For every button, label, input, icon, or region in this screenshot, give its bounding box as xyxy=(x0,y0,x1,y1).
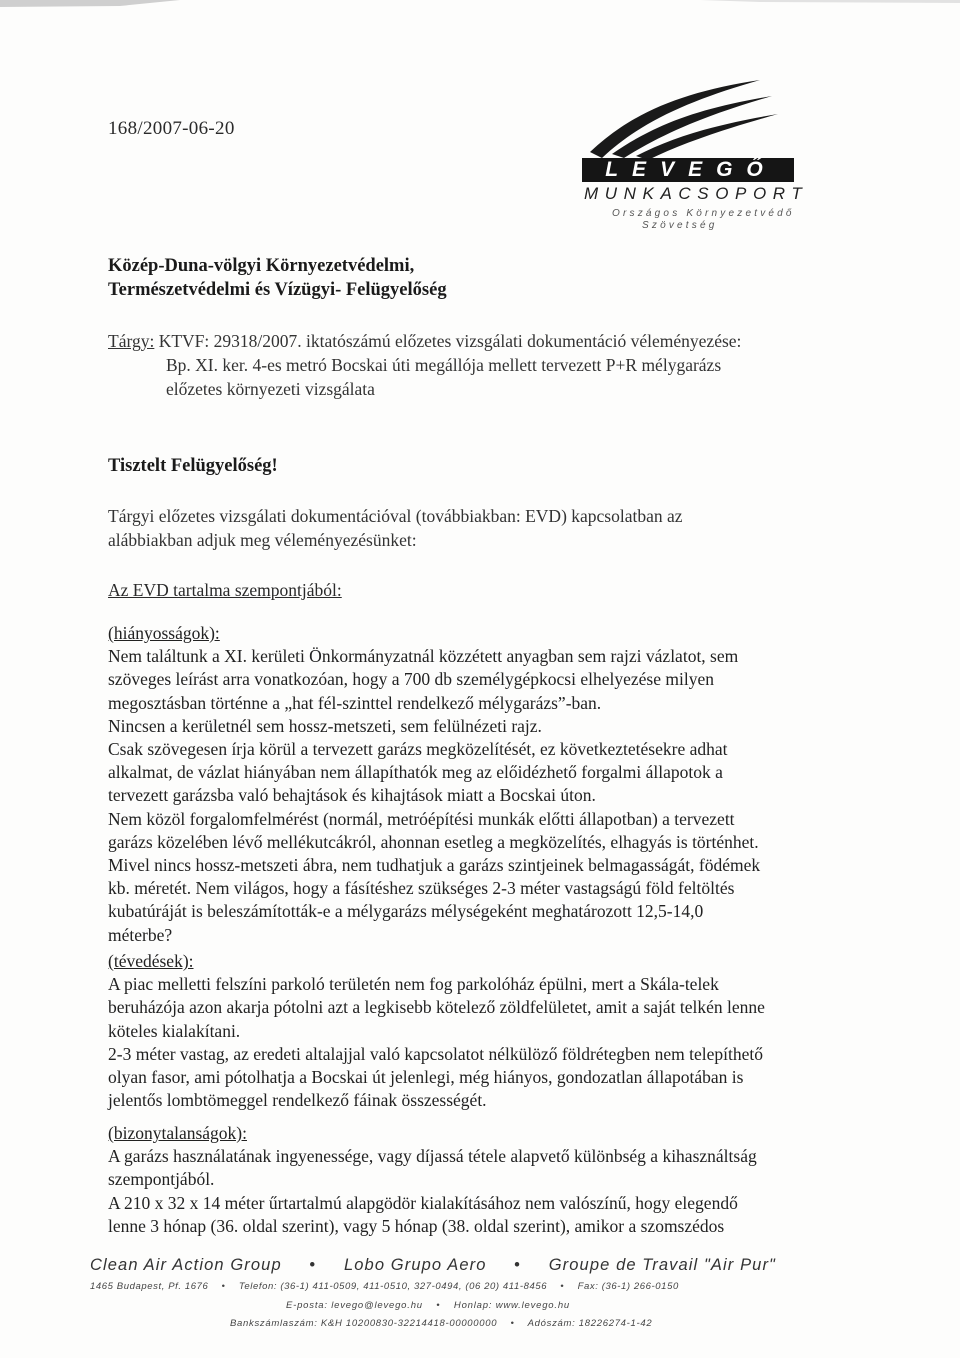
body-line: kubatúráját is beleszámították-e a mélygarázs mélységeként meghatározott 12,5-14,0 xyxy=(108,901,704,922)
body-line: megosztásban történne a „hat fél-szinttel rendelkező mélygarázs”-ban. xyxy=(108,692,602,713)
bullet-icon: • xyxy=(221,1281,226,1292)
body-line: A garázs használatának ingyenessége, vagy díjassá tétele alapvető különbség a kihasználtság xyxy=(108,1146,757,1167)
body-line: garázs közelében lévő mellékutcákról, ahonnan esetleg a megközelítés, elhagyás is történhet. xyxy=(108,831,759,852)
section-uncertainties xyxy=(108,1122,848,1238)
body-line: Nem közöl forgalomfelmérést (normál, metróépítési munkák előtti állapotban) a tervezett xyxy=(108,808,735,829)
logo-subtitle-1: Országos Környezetvédő xyxy=(612,208,795,219)
footer-phone: Telefon: (36-1) 411-0509, 411-0510, 327-0494, (06 20) 411-8456 xyxy=(238,1281,548,1292)
bullet-icon: • xyxy=(560,1281,565,1292)
bullet-icon: • xyxy=(510,1318,515,1329)
intro-paragraph xyxy=(108,505,828,552)
bullet-icon: • xyxy=(514,1256,522,1274)
body-line: tervezett garázsba való behajtások és kihajtások miatt a Bocskai úton. xyxy=(108,785,596,806)
section-title: (hiányosságok): xyxy=(108,623,220,643)
recipient-block xyxy=(108,254,447,302)
footer-fax: Fax: (36-1) 266-0150 xyxy=(577,1281,679,1292)
footer-tax-number: Adószám: 18226274-1-42 xyxy=(527,1318,653,1329)
footer-group-name: Clean Air Action Group xyxy=(90,1256,282,1274)
footer-group-name: Groupe de Travail "Air Pur" xyxy=(548,1256,777,1274)
footer-group-names xyxy=(90,1256,890,1275)
section-deficiencies xyxy=(108,622,848,947)
logo-subtitle-2: Szövetség xyxy=(642,220,718,231)
body-line: A 210 x 32 x 14 méter űrtartalmú alapgödör kialakításához nem valószínű, hogy elegendő xyxy=(108,1192,738,1213)
body-line: jelentős lombtömeggel rendelkező fáinak összességét. xyxy=(108,1090,487,1111)
subject-line: KTVF: 29318/2007. iktatószámú előzetes vizsgálati dokumentáció véleményezése: xyxy=(158,331,742,351)
body-line: alkalmat, de vázlat hiányában nem állapíthatók meg az előidézhető forgalmi állapotok a xyxy=(108,762,723,783)
footer-email: E-posta: levego@levego.hu xyxy=(286,1300,423,1311)
bullet-icon: • xyxy=(436,1300,441,1311)
body-line: szempontjából. xyxy=(108,1169,215,1190)
subject-block xyxy=(108,329,741,401)
body-line: Nem találtunk a XI. kerületi Önkormányzatnál közzétett anyagban sem rajzi vázlatot, sem xyxy=(108,646,739,667)
body-line: olyan fasor, ami pótolhatja a Bocskai út jelenlegi, még hiányos, gondozatlan állapotában is xyxy=(108,1067,744,1088)
intro-line: Tárgyi előzetes vizsgálati dokumentációval (továbbiakban: EVD) kapcsolatban az xyxy=(108,506,683,526)
swoosh-logo-icon xyxy=(560,74,800,164)
body-line: 2-3 méter vastag, az eredeti altalajjal való kapcsolatot nélkülöző földrétegben nem telepíthető xyxy=(108,1043,764,1064)
section-heading: Az EVD tartalma szempontjából: xyxy=(108,580,342,600)
recipient-line: Természetvédelmi és Vízügyi- Felügyelőség xyxy=(108,280,447,300)
subject-line: Bp. XI. ker. 4-es metró Bocskai úti megállója mellett tervezett P+R mélygarázs xyxy=(166,355,722,375)
section-title: (bizonytalanságok): xyxy=(108,1123,247,1143)
footer-website: Honlap: www.levego.hu xyxy=(453,1300,570,1311)
body-line: beruházója azon akarja pótolni azt a legkisebb kötelező zöldfelületet, amit a saját telkén lenne xyxy=(108,997,765,1018)
footer-address: 1465 Budapest, Pf. 1676 xyxy=(90,1281,209,1292)
footer-bank-account: Bankszámlaszám: K&H 10200830-32214418-00000000 xyxy=(230,1318,498,1329)
footer-group-name: Lobo Grupo Aero xyxy=(344,1256,487,1274)
footer-bank-line xyxy=(230,1318,652,1329)
footer-contact-line xyxy=(90,1281,679,1292)
recipient-line: Közép-Duna-völgyi Környezetvédelmi, xyxy=(108,256,415,276)
body-line: Csak szövegesen írja körül a tervezett garázs megközelítését, ez következtetésekre adhat xyxy=(108,739,728,760)
body-line: Nincsen a kerületnél sem hossz-metszeti, sem felülnézeti rajz. xyxy=(108,715,542,736)
logo-group-name: MUNKACSOPORT xyxy=(584,184,809,203)
subject-line: előzetes környezeti vizsgálata xyxy=(166,379,375,399)
body-line: kb. méretét. Nem világos, hogy a fásítéshez szükséges 2-3 méter vastagságú föld feltöltés xyxy=(108,878,735,899)
reference-number: 168/2007-06-20 xyxy=(108,118,235,139)
greeting: Tisztelt Felügyelőség! xyxy=(108,456,278,476)
scan-edge-shadow xyxy=(0,0,960,8)
section-errors xyxy=(108,950,848,1112)
subject-label: Tárgy: xyxy=(108,331,155,351)
body-line: köteles kialakítani. xyxy=(108,1020,241,1041)
bullet-icon: • xyxy=(309,1256,317,1274)
intro-line: alábbiakban adjuk meg véleményezésünket: xyxy=(108,529,417,550)
section-title: (tévedések): xyxy=(108,951,194,971)
body-line: méterbe? xyxy=(108,924,173,945)
organization-logo xyxy=(560,74,809,239)
body-line: Mivel nincs hossz-metszeti ábra, nem tudhatjuk a garázs szintjeinek belmagasságát, födémek xyxy=(108,855,761,876)
body-line: szöveges leírást arra vonatkozóan, hogy a 700 db személygépkocsi elhelyezése milyen xyxy=(108,669,714,690)
body-line: A piac melletti felszíni parkoló területén nem fog parkolóház épülni, mert a Skála-telek xyxy=(108,974,719,995)
footer-web-line xyxy=(286,1300,570,1311)
logo-brand-bar: LEVEGŐ xyxy=(582,158,794,182)
body-line: lenne 3 hónap (36. oldal szerint), vagy 5 hónap (38. oldal szerint), amikor a szomszédos xyxy=(108,1215,725,1236)
